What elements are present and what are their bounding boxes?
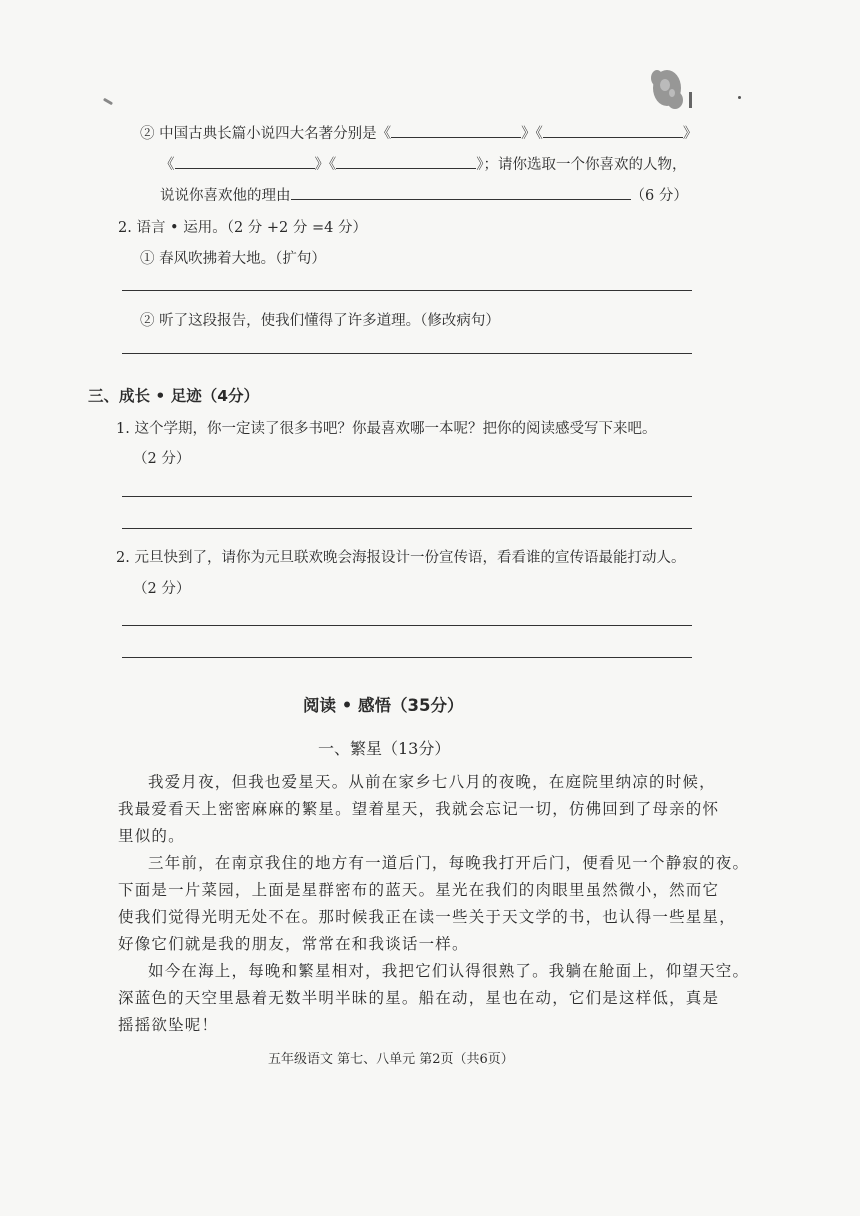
answer-line[interactable] [122, 496, 692, 497]
answer-line[interactable] [122, 657, 692, 658]
passage-line: 摇摇欲坠呢！ [118, 1016, 219, 1034]
reason-blank[interactable] [291, 185, 631, 200]
passage-line: 我最爱看天上密密麻麻的繁星。望着星天，我就会忘记一切，仿佛回到了母亲的怀 [118, 800, 720, 818]
ink-smudge-icon [645, 60, 705, 115]
score-label: （2 分） [133, 581, 191, 597]
novels-question-line3: 说说你喜欢他的理由 （6 分） [160, 184, 688, 205]
score-label: （2 分） [133, 451, 191, 467]
passage-line: 好像它们就是我的朋友，常常在和我谈话一样。 [118, 935, 469, 953]
answer-line[interactable] [122, 290, 692, 291]
answer-line[interactable] [122, 625, 692, 626]
passage-line: 我爱月夜，但我也爱星天。从前在家乡七八月的夜晚，在庭院里纳凉的时候， [148, 773, 716, 791]
passage-title: 一、繁星（13分） [318, 739, 451, 758]
passage-line: 如今在海上，每晚和繁星相对，我把它们认得很熟了。我躺在舱面上，仰望天空。 [148, 962, 750, 980]
reading-section-title: 阅读 • 感悟（35分） [303, 696, 464, 715]
novel-blank-2[interactable] [543, 123, 683, 138]
expand-sentence-item: ① 春风吹拂着大地。（扩句） [140, 251, 326, 267]
passage-line: 使我们觉得光明无处不在。那时候我正在读一些关于天文学的书，也认得一些星星， [118, 908, 736, 926]
language-usage-heading: 2. 语言 • 运用。（2 分 +2 分 =4 分） [118, 220, 367, 236]
passage-line: 下面是一片菜园，上面是星群密布的蓝天。星光在我们的肉眼里虽然微小，然而它 [118, 881, 720, 899]
passage-line: 深蓝色的天空里悬着无数半明半昧的星。船在动，星也在动，它们是这样低，真是 [118, 989, 720, 1007]
page-footer: 五年级语文 第七、八单元 第2页（共6页） [268, 1052, 514, 1067]
novel-blank-4[interactable] [336, 154, 476, 169]
answer-line[interactable] [122, 353, 692, 354]
novels-question-line2: 《 》《 》；请你选取一个你喜欢的人物， [160, 153, 687, 174]
reading-feeling-question: 1. 这个学期，你一定读了很多书吧？你最喜欢哪一本呢？把你的阅读感受写下来吧。 [116, 421, 657, 437]
novels-question-line1: ② 中国古典长篇小说四大名著分别是《 》《 》 [140, 122, 697, 143]
novel-blank-1[interactable] [391, 123, 521, 138]
passage-line: 里似的。 [118, 827, 185, 845]
fix-sentence-item: ② 听了这段报告，使我们懂得了许多道理。（修改病句） [140, 313, 500, 329]
passage-line: 三年前，在南京我住的地方有一道后门，每晚我打开后门，便看见一个静寂的夜。 [148, 854, 750, 872]
slogan-question: 2. 元旦快到了，请你为元旦联欢晚会海报设计一份宣传语，看看谁的宣传语最能打动人。 [116, 550, 686, 566]
speck [103, 98, 113, 106]
answer-line[interactable] [122, 528, 692, 529]
speck [738, 96, 741, 99]
section-three-title: 三、成长 • 足迹（4分） [88, 387, 259, 405]
novel-blank-3[interactable] [175, 154, 315, 169]
